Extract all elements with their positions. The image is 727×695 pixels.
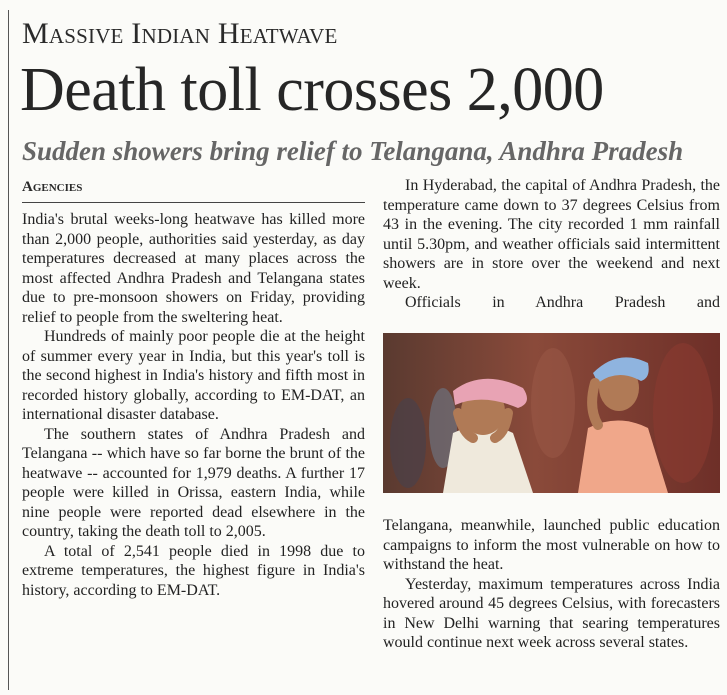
article-subhead: Sudden showers bring relief to Telangana, Andhra Pradesh [22, 136, 684, 166]
photo-illustration [383, 333, 720, 493]
paragraph: Yesterday, maximum temperatures across India hovered around 45 degrees Celsius, with forecasters in New Delhi warning that searing temperatures would continue next week across several states. [383, 575, 720, 651]
paragraph: India's brutal weeks-long heatwave has killed more than 2,000 people, authorities said yesterday, as day temperatures decreased at many places across the most affected Andhra Pradesh and Telangana states due to pre-monsoon showers on Friday, providing relief to people from the sweltering heat. [22, 211, 365, 326]
paragraph: Telangana, meanwhile, launched public education campaigns to inform the most vulnerable on how to withstand the heat. [383, 517, 720, 573]
article-headline: Death toll crosses 2,000 [20, 56, 604, 124]
byline-divider [22, 202, 365, 203]
article-right-column-bottom [383, 516, 720, 653]
paragraph: Officials in Andhra Pradesh and [405, 294, 720, 311]
paragraph: A total of 2,541 people died in 1998 due to extreme temperatures, the highest figure in India's history, according to EM-DAT. [22, 542, 365, 599]
article-byline: Agencies [22, 179, 83, 195]
paragraph: Hundreds of mainly poor people die at the height of summer every year in India, but this year's toll is the second highest in India's history and fifth most in recorded history globally, according to EM-DAT, an international disaster database. [22, 328, 365, 423]
paragraph: The southern states of Andhra Pradesh and Telangana -- which have so far borne the brunt of the heatwave -- accounted for 1,979 deaths. A further 17 people were killed in Orissa, eastern India, while nine people were reported dead elsewhere in the country, taking the death toll to 2,005. [22, 425, 365, 540]
page-edge-rule [8, 10, 9, 690]
article-kicker: Massive Indian Heatwave [22, 17, 338, 50]
people-shielding-from-heat-photo [383, 333, 720, 493]
article-right-column-top [383, 176, 720, 313]
paragraph: In Hyderabad, the capital of Andhra Pradesh, the temperature came down to 37 degrees Celsius from 43 in the evening. The city recorded 1 mm rainfall until 5.30pm, and weather officials said intermittent showers are in store over the weekend and next week. [383, 177, 720, 292]
article-left-column [22, 210, 365, 600]
